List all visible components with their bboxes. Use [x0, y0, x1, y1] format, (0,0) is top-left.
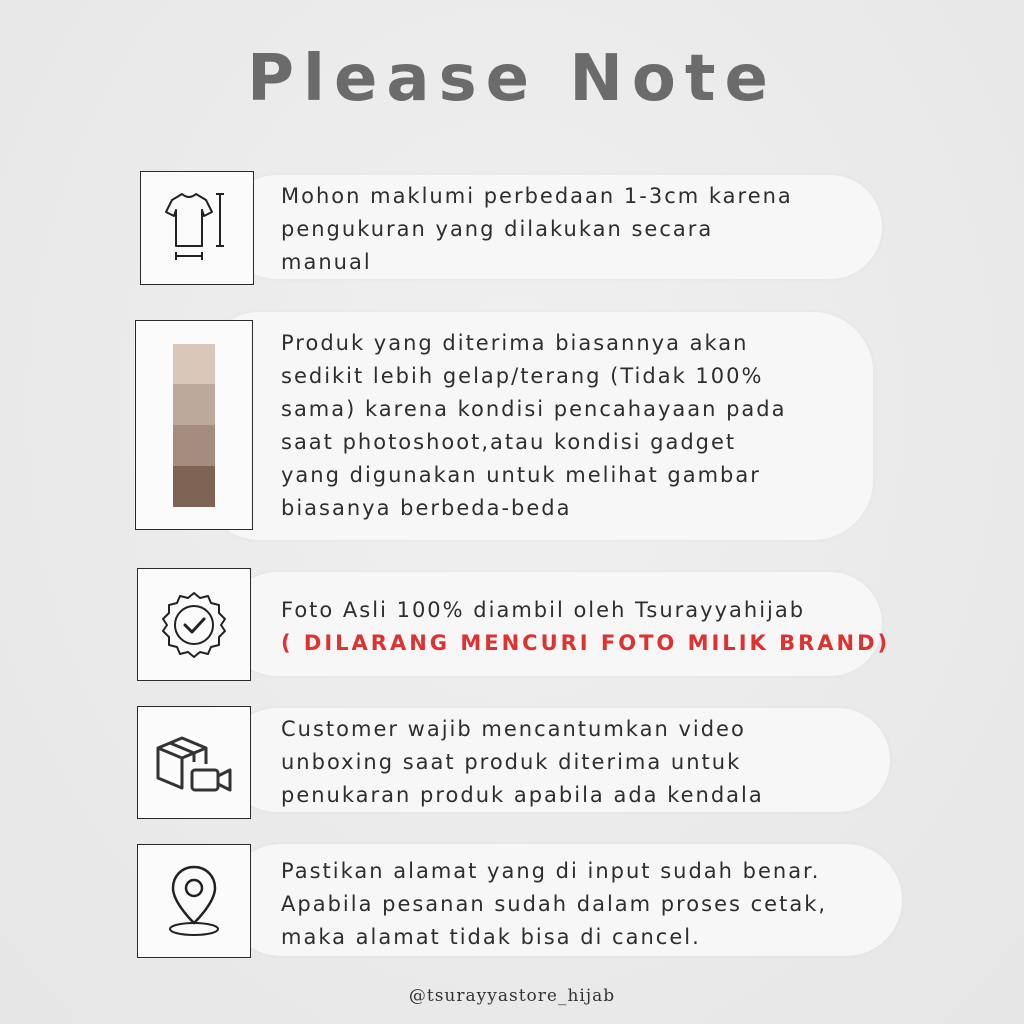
color-swatch-4: [173, 466, 215, 507]
note-5-line-3: maka alamat tidak bisa di cancel.: [281, 925, 701, 949]
page-title: Please Note: [247, 42, 777, 116]
note-1-line-2: pengukuran yang dilakukan secara: [281, 217, 714, 241]
verified-badge-icon: [154, 585, 234, 665]
unboxing-video-icon: [152, 728, 236, 798]
note-1-line-1: Mohon maklumi perbedaan 1-3cm karena: [281, 184, 793, 208]
color-swatch-2: [173, 384, 215, 425]
note-icon-box-4: [137, 706, 251, 819]
note-text-5: [281, 855, 827, 954]
note-icon-box-5: [137, 844, 251, 958]
note-text-2: [281, 327, 787, 525]
tshirt-measure-icon: [152, 188, 242, 268]
note-2-line-1: Produk yang diterima biasannya akan: [281, 331, 749, 355]
note-text-3: [281, 594, 890, 660]
color-swatch-3: [173, 425, 215, 466]
note-3-warning: ( DILARANG MENCURI FOTO MILIK BRAND): [281, 631, 891, 655]
note-text-1: [281, 180, 793, 279]
note-icon-box-2: [135, 320, 253, 530]
note-icon-box-3: [137, 568, 251, 681]
note-5-line-1: Pastikan alamat yang di input sudah benar.: [281, 859, 821, 883]
note-icon-box-1: [140, 171, 254, 285]
note-2-line-4: saat photoshoot,atau kondisi gadget: [281, 430, 737, 454]
color-swatch-1: [173, 344, 215, 384]
store-handle: @tsurayyastore_hijab: [408, 986, 616, 1006]
note-text-4: [281, 713, 764, 812]
note-3-line-1: Foto Asli 100% diambil oleh Tsurayyahijab: [281, 598, 806, 622]
note-5-line-2: Apabila pesanan sudah dalam proses cetak,: [281, 892, 828, 916]
location-pin-icon: [159, 861, 229, 941]
note-1-line-3: manual: [281, 250, 372, 274]
note-4-line-2: unboxing saat produk diterima untuk: [281, 750, 742, 774]
note-4-line-3: penukaran produk apabila ada kendala: [281, 783, 764, 807]
note-2-line-2: sedikit lebih gelap/terang (Tidak 100%: [281, 364, 764, 388]
note-2-line-5: yang digunakan untuk melihat gambar: [281, 463, 761, 487]
note-4-line-1: Customer wajib mencantumkan video: [281, 717, 746, 741]
color-swatch-icon: [173, 344, 215, 507]
note-2-line-6: biasanya berbeda-beda: [281, 496, 572, 520]
note-2-line-3: sama) karena kondisi pencahayaan pada: [281, 397, 787, 421]
